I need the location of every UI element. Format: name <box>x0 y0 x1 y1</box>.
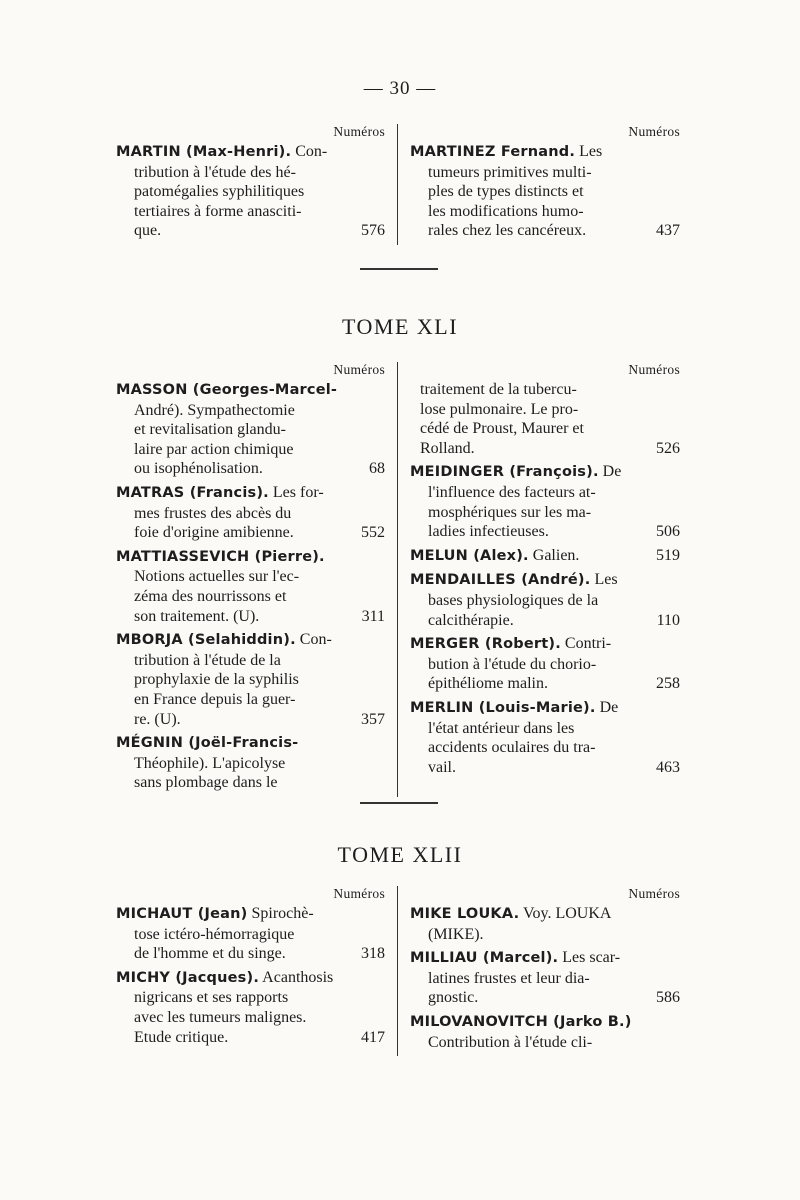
entry-line: bution à l'étude du chorio- <box>428 655 597 673</box>
entry-line: (MIKE). <box>428 925 484 943</box>
right-column <box>398 886 680 1056</box>
entry-line: son traitement. (U). 311 <box>134 607 385 625</box>
entry-author: MARTIN (Max-Henri). <box>116 144 292 160</box>
entries <box>116 142 385 241</box>
entry-author: MASSON (Georges-Marcel- <box>116 382 338 398</box>
entry-first-line <box>116 483 385 504</box>
index-entry <box>410 698 680 777</box>
entry-author: MÉGNIN (Joël-Francis- <box>116 735 299 752</box>
entry-author: MATTIASSEVICH (Pierre). <box>116 548 325 565</box>
entry-line: calcithérapie. 110 <box>428 611 680 629</box>
entry-first-line <box>116 733 385 754</box>
left-column <box>116 362 398 797</box>
entry-line: foie d'origine amibienne. 552 <box>134 524 385 542</box>
entry-line: André). Sympathectomie <box>134 401 295 419</box>
entry-number: 437 <box>656 222 680 240</box>
index-entry <box>410 904 680 944</box>
entry-line: nigricans et ses rapports <box>134 989 289 1007</box>
entry-first-line <box>116 968 385 989</box>
entry-first-line <box>410 698 680 719</box>
entry-line: ples de types distincts et <box>428 183 584 201</box>
entry-number: 110 <box>656 611 680 629</box>
entry-author: MERGER (Robert). <box>410 636 561 653</box>
entry-line: tumeurs primitives multi- <box>428 163 592 181</box>
entry-first-line <box>410 570 680 591</box>
section-divider <box>360 802 438 804</box>
entry-line: Contribution à l'étude cli- <box>428 1033 593 1051</box>
entry-line: Notions actuelles sur l'ec- <box>134 568 300 586</box>
page-number: — 30 — <box>363 78 437 99</box>
index-entry <box>116 547 385 626</box>
section-tome-xlii <box>116 886 680 1056</box>
entry-text: Les <box>590 571 618 589</box>
numeros-header: Numéros <box>333 124 385 139</box>
entry-line: que. 576 <box>134 222 385 240</box>
entry-line: gnostic. 586 <box>428 989 680 1007</box>
index-entry <box>410 142 680 241</box>
entry-line: re. (U). 357 <box>134 710 385 728</box>
entry-line: tertiaires à forme anasciti- <box>134 202 302 220</box>
entry-line: tribution à l'étude des hé- <box>134 163 296 181</box>
entry-line: rales chez les cancéreux. 437 <box>428 222 680 240</box>
entry-line: Etude critique. 417 <box>134 1028 385 1046</box>
entry-line: tose ictéro-hémorragique <box>134 925 295 943</box>
entry-first-line <box>116 630 385 651</box>
entry-author: MBORJA (Selahiddin). <box>116 632 296 649</box>
entry-first-line <box>410 142 680 163</box>
entry-first-line <box>410 1012 680 1033</box>
index-entry <box>410 570 680 630</box>
entry-line: accidents oculaires du tra- <box>428 739 596 757</box>
left-column <box>116 124 398 245</box>
entry-author: MERLIN (Louis-Marie). <box>410 699 596 716</box>
entry-first-line <box>116 142 385 163</box>
entry-number: 552 <box>361 524 385 542</box>
entry-text: Voy. LOUKA <box>519 905 612 922</box>
entries <box>410 380 680 777</box>
entry-line: en France depuis la guer- <box>134 690 296 708</box>
entry-author: MATRAS (Francis). <box>116 484 269 501</box>
entry-text: Con- <box>291 143 328 160</box>
entry-text: Con- <box>295 631 332 649</box>
entry-number: 311 <box>361 607 385 625</box>
entry-line: tribution à l'étude de la <box>134 651 281 669</box>
entry-line: vail. 463 <box>428 758 680 776</box>
entry-text: Les for- <box>268 483 324 501</box>
entry-author: MELUN (Alex). <box>410 547 529 564</box>
entry-line: latines frustes et leur dia- <box>428 969 590 987</box>
entry-line: laire par action chimique <box>134 440 294 458</box>
entries <box>116 904 385 1047</box>
entry-text: Les <box>575 143 603 160</box>
right-column <box>398 362 680 797</box>
entry-text: De <box>598 463 622 481</box>
index-entry <box>410 948 680 1008</box>
index-entry <box>410 634 680 694</box>
entry-number: 506 <box>656 523 680 541</box>
numeros-header: Numéros <box>333 362 385 377</box>
entry-line: Théophile). L'apicolyse <box>134 754 286 772</box>
entry-text: Spirochè- <box>247 905 314 922</box>
entry-first-line <box>116 547 385 568</box>
index-entry <box>410 462 680 541</box>
index-entry <box>410 380 680 458</box>
entry-line: traitement de la tubercu- <box>420 381 577 398</box>
entry-line: ladies infectieuses. 506 <box>428 523 680 541</box>
entry-number: 417 <box>361 1028 385 1046</box>
entries <box>410 142 680 241</box>
entry-author: MILLIAU (Marcel). <box>410 950 559 967</box>
entry-line: de l'homme et du singe. 318 <box>134 945 385 963</box>
entry-author: MENDAILLES (André). <box>410 572 591 589</box>
index-entry <box>410 546 680 567</box>
entry-line: patomégalies syphilitiques <box>134 183 305 201</box>
entry-number: 526 <box>656 439 680 457</box>
entry-line: cédé de Proust, Maurer et <box>420 420 584 438</box>
entry-first-line <box>410 948 680 969</box>
entry-line: lose pulmonaire. Le pro- <box>420 400 579 418</box>
section-top <box>116 124 680 245</box>
entry-number: 357 <box>361 710 385 728</box>
entry-line: avec les tumeurs malignes. <box>134 1008 307 1026</box>
entry-line: les modifications humo- <box>428 202 584 220</box>
tome-xli-heading: TOME XLI <box>341 314 459 339</box>
entry-author: MIKE LOUKA. <box>410 906 520 922</box>
entry-line: bases physiologiques de la <box>428 591 599 609</box>
index-entry <box>116 968 385 1047</box>
entry-first-line <box>116 380 385 401</box>
entries <box>116 380 385 793</box>
entry-line: zéma des nourrissons et <box>134 587 287 605</box>
entry-number: 586 <box>656 989 680 1007</box>
entry-first-line <box>116 904 385 925</box>
entry-first-line <box>410 462 680 483</box>
section-divider <box>360 268 438 270</box>
entry-author: MILOVANOVITCH (Jarko B.) <box>410 1013 632 1030</box>
entry-first-line <box>410 634 680 655</box>
entry-number: 576 <box>361 222 385 240</box>
entry-number: 463 <box>656 758 680 776</box>
numeros-header: Numéros <box>628 886 680 901</box>
entry-number: 68 <box>369 460 385 478</box>
entry-line: ou isophénolisation. 68 <box>134 460 385 478</box>
entry-first-line <box>410 904 680 925</box>
entry-number: 258 <box>656 675 680 693</box>
entry-text: Contri- <box>560 635 612 653</box>
entry-line: Rolland. 526 <box>420 439 680 457</box>
index-entry <box>410 1012 680 1052</box>
entry-author: MARTINEZ Fernand. <box>410 144 576 160</box>
section-tome-xli <box>116 362 680 797</box>
index-entry <box>116 142 385 241</box>
entry-text: Les scar- <box>558 949 621 967</box>
entry-line: et revitalisation glandu- <box>134 421 286 439</box>
numeros-header: Numéros <box>333 886 385 901</box>
index-entry <box>116 733 385 793</box>
entry-first-line <box>410 546 680 567</box>
numeros-header: Numéros <box>628 124 680 139</box>
entry-number: 318 <box>361 945 385 963</box>
numeros-header: Numéros <box>628 362 680 377</box>
entry-line: prophylaxie de la syphilis <box>134 671 299 689</box>
entry-line: mosphériques sur les ma- <box>428 503 592 521</box>
entry-text: De <box>595 698 619 716</box>
entry-author: MEIDINGER (François). <box>410 464 599 481</box>
entry-text: Galien. <box>528 546 580 564</box>
tome-xlii-heading: TOME XLII <box>337 842 463 867</box>
entry-line: mes frustes des abcès du <box>134 504 292 522</box>
index-entry <box>116 630 385 729</box>
entries <box>410 904 680 1052</box>
index-entry <box>116 904 385 964</box>
entry-number: 519 <box>656 546 680 564</box>
entry-author: MICHAUT (Jean) <box>116 906 248 922</box>
entry-text: Acanthosis <box>259 968 334 986</box>
left-column <box>116 886 398 1056</box>
entry-line: l'état antérieur dans les <box>428 719 575 737</box>
right-column <box>398 124 680 245</box>
entry-author: MICHY (Jacques). <box>116 969 260 986</box>
entry-line: épithéliome malin. 258 <box>428 675 680 693</box>
entry-line: sans plombage dans le <box>134 774 278 792</box>
entry-line: l'influence des facteurs at- <box>428 483 596 501</box>
index-entry <box>116 380 385 479</box>
index-entry <box>116 483 385 543</box>
